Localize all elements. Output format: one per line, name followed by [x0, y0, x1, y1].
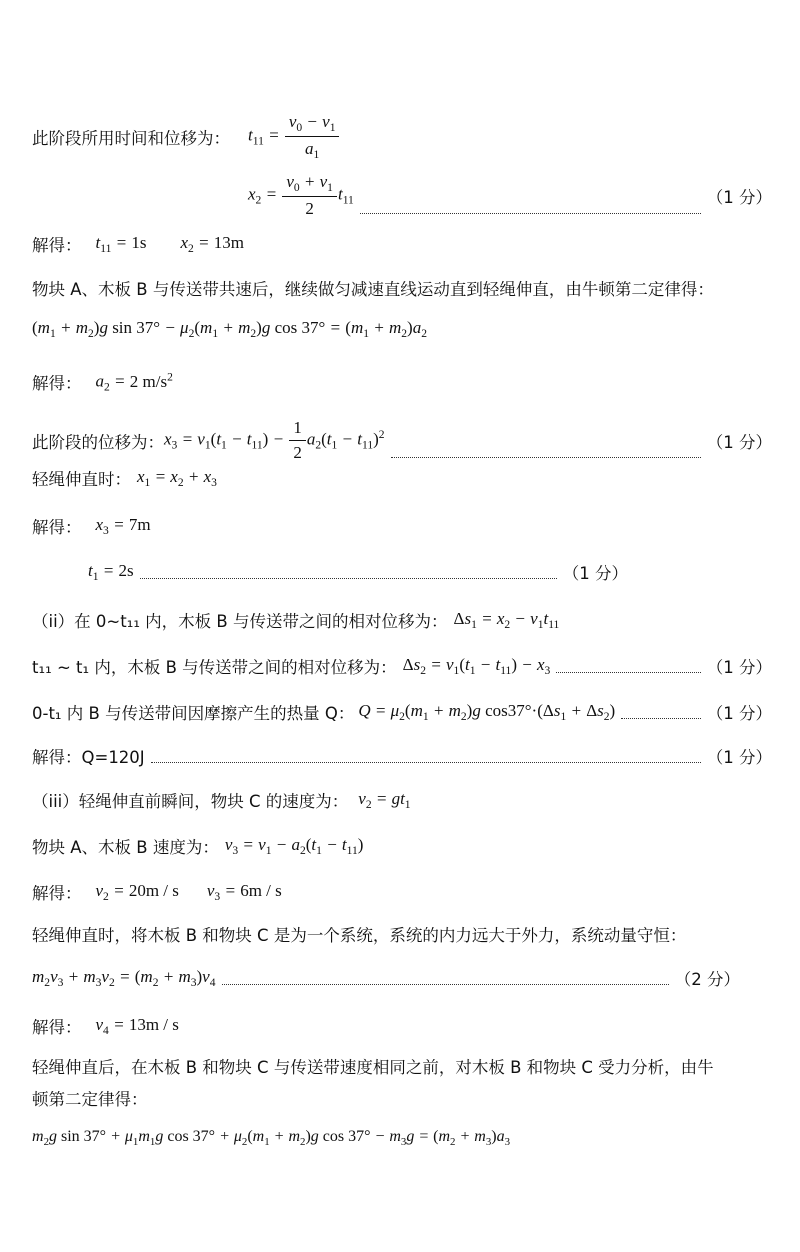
- text-force-analysis-1: 轻绳伸直后，在木板 B 和物块 C 与传送带速度相同之前，对木板 B 和物块 C 受力分析，由牛: [32, 1058, 714, 1077]
- text-solve-q: 解得：Q=120J: [32, 748, 145, 767]
- score-badge: （1 分）: [706, 704, 772, 723]
- score-badge: （1 分）: [706, 187, 772, 207]
- eq-v2-v3-result: $v_2 = 20m / s$ $v_3 = 6m / s$: [95, 880, 282, 904]
- text-solve: 解得：: [32, 1018, 82, 1037]
- eq-ds2: $\Delta s_2 = v_1(t_1 - t_{11}) - x_3$: [402, 654, 551, 678]
- text-heat: 0-t₁ 内 B 与传送带间因摩擦产生的热量 Q：: [32, 704, 355, 723]
- eq-v2: $v_2 = gt_1$: [358, 788, 411, 812]
- line-force-analysis-2: [32, 1086, 772, 1110]
- score-badge: （2 分）: [674, 970, 740, 989]
- line-solve-t11: [32, 232, 772, 256]
- line-part-iii-v2: [32, 788, 772, 812]
- line-solve-v4: [32, 1014, 772, 1038]
- text-stage-time-displacement: 此阶段所用时间和位移为：: [32, 128, 230, 148]
- eq-momentum: $m_2v_3 + m_3v_2 = (m_2 + m_3)v_4$: [32, 966, 216, 990]
- score-badge: （1 分）: [706, 658, 772, 677]
- line-momentum-system: [32, 922, 772, 946]
- line-solve-x3: [32, 514, 772, 538]
- line-part-ii-ds1: [32, 608, 772, 632]
- eq-x3-result: $x_3 = 7m$: [95, 514, 151, 538]
- line-time-displacement: [32, 112, 772, 161]
- line-t1: [88, 560, 628, 584]
- dot-leader: [556, 672, 700, 673]
- line-momentum: [32, 966, 740, 990]
- eq-ds1: $\Delta s_1 = x_2 - v_1t_{11}$: [453, 608, 560, 632]
- line-x2: [248, 172, 772, 219]
- line-newton-a2: [32, 318, 772, 340]
- eq-v4-result: $v_4 = 13m / s$: [95, 1014, 179, 1038]
- line-ds2: [32, 654, 772, 678]
- line-v3: [32, 834, 772, 858]
- text-part-ii: （ii）在 0~t₁₁ 内，木板 B 与传送带之间的相对位移为：: [32, 612, 448, 631]
- eq-t1-result: $t_1 = 2s$: [88, 560, 134, 584]
- line-common-velocity: [32, 276, 772, 300]
- line-x3: [32, 418, 772, 463]
- dot-leader: [140, 578, 557, 579]
- text-part-iii: （iii）轻绳伸直前瞬间，物块 C 的速度为：: [32, 792, 349, 811]
- line-solve-a2: [32, 370, 772, 394]
- score-badge: （1 分）: [562, 564, 628, 583]
- eq-t11: $t_{11}$ = $\frac{v_0 - v_1}{a_1}$: [248, 112, 340, 161]
- line-heat-q: [32, 700, 772, 724]
- eq-t11-x2-result: $t_{11} = 1s$ $x_2 = 13m$: [95, 232, 245, 256]
- eq-x2: $x_2$ = $\frac{v_0 + v_1}{2}$ $t_{11}$: [248, 172, 354, 219]
- eq-heat-q: $Q = \mu_2(m_1 + m_2)g$ $\cos 37^\circ\cdot(\Delta s_1 + \Delta s_2)$: [358, 700, 616, 724]
- line-solve-q: [32, 744, 772, 768]
- text-momentum-system: 轻绳伸直时，将木板 B 和物块 C 是为一个系统，系统的内力远大于外力，系统动量守恒：: [32, 926, 687, 945]
- line-newton-a3: [32, 1128, 772, 1148]
- eq-a2-result: $a_2 = 2$ $m/s^2$: [95, 370, 173, 394]
- score-badge: （1 分）: [706, 432, 772, 452]
- eq-x1: $x_1 = x_2 + x_3$: [137, 466, 217, 490]
- dot-leader: [151, 762, 701, 763]
- dot-leader: [222, 984, 669, 985]
- eq-x3: $x_3 = v_1(t_1 - t_{11})$ − $\frac{1}{2}$ $a_2(t_1 - t_{11})^2$: [164, 418, 385, 462]
- eq-v3: $v_3 = v_1 - a_2(t_1 - t_{11})$: [224, 834, 364, 858]
- text-stage-displacement: 此阶段的位移为：: [32, 432, 164, 452]
- text-force-analysis-2: 顿第二定律得：: [32, 1090, 148, 1109]
- line-solve-v2-v3: [32, 880, 772, 904]
- text-solve: 解得：: [32, 518, 82, 537]
- text-rope-straight: 轻绳伸直时：: [32, 470, 131, 489]
- line-force-analysis-1: [32, 1054, 772, 1078]
- text-interval-ds2: t₁₁ ~ t₁ 内，木板 B 与传送带之间的相对位移为：: [32, 658, 397, 677]
- text-solve: 解得：: [32, 236, 82, 255]
- text-common-velocity: 物块 A、木板 B 与传送带共速后，继续做匀减速直线运动直到轻绳伸直，由牛顿第二定律得：: [32, 280, 714, 299]
- line-rope-straight: [32, 466, 772, 490]
- eq-newton-a2: $(m_1 + m_2)g$ $\sin 37^\circ - \mu_2(m_1 + m_2)g$ $\cos 37^\circ = (m_1 + m_2)a_2$: [32, 318, 427, 341]
- dot-leader: [621, 718, 701, 719]
- text-solve: 解得：: [32, 374, 82, 393]
- eq-newton-a3: $m_2g$ $\sin 37^\circ + \mu_1m_1g$ $\cos 37^\circ + \mu_2(m_1 + m_2)g$ $\cos 37^\circ - m_3g = (m_2 + m_3)a_3$: [32, 1128, 511, 1148]
- score-badge: （1 分）: [706, 748, 772, 767]
- text-ab-velocity: 物块 A、木板 B 速度为：: [32, 838, 219, 857]
- dot-leader: [391, 457, 701, 458]
- dot-leader: [360, 213, 701, 214]
- text-solve: 解得：: [32, 884, 82, 903]
